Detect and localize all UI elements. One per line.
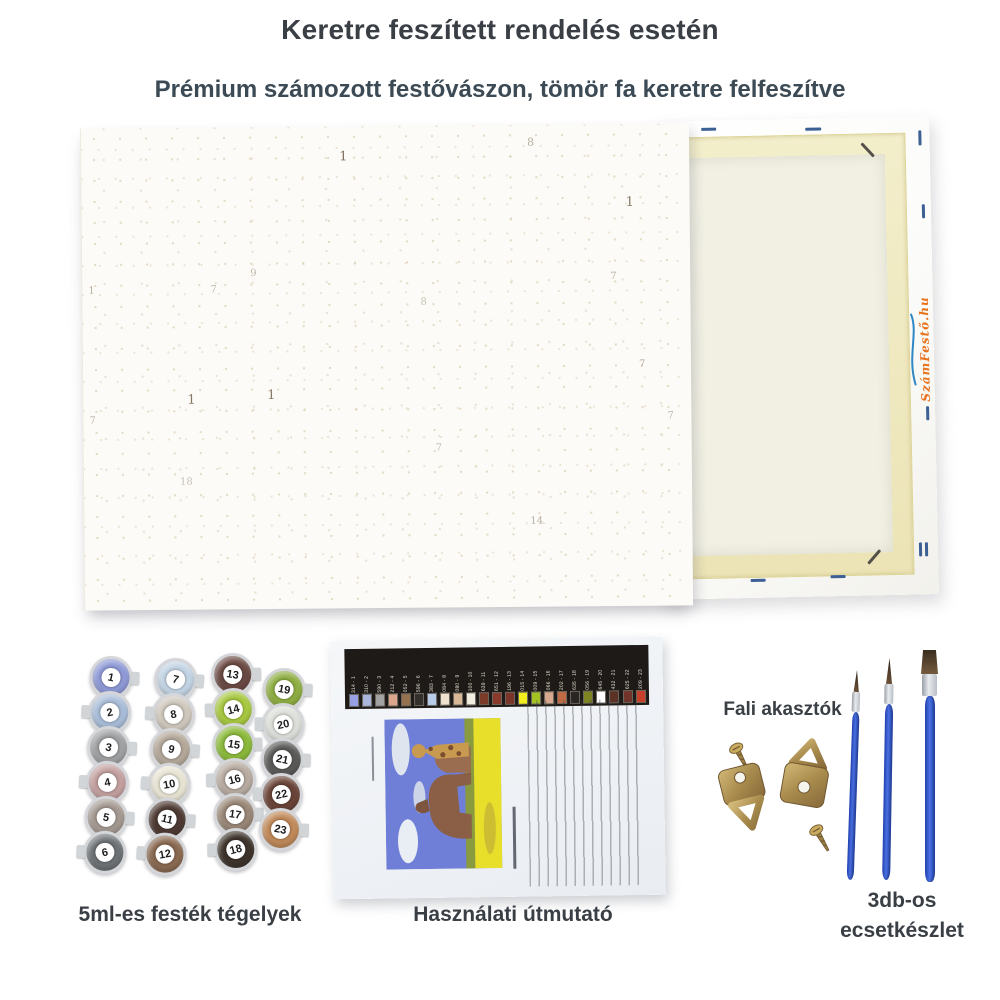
paint-pot-number: 18 [224, 838, 247, 861]
color-chart-cell [385, 650, 399, 706]
brush-handle [925, 696, 935, 882]
paint-pot-number: 20 [272, 713, 295, 736]
color-chip [414, 693, 424, 706]
color-chart-cell [412, 650, 426, 706]
color-code: 635 - 18 [571, 669, 579, 690]
brush-handle [846, 712, 859, 880]
canvas-back-recess [663, 154, 893, 557]
color-chart-cell [620, 647, 634, 703]
canvas-number: 1 [339, 149, 348, 165]
brush-bristle [885, 658, 893, 684]
canvas-number: 1 [187, 392, 196, 408]
paint-pot-number: 7 [164, 668, 187, 691]
brush-ferrule [884, 684, 893, 704]
paint-pot-number: 11 [156, 808, 179, 831]
paint-pot-number: 9 [160, 738, 183, 761]
paint-pot-number: 14 [222, 698, 245, 721]
brush-ferrule [922, 674, 937, 696]
manual-label: Használati útmutató [413, 903, 613, 926]
color-chip [375, 694, 385, 707]
color-code: 066 - 16 [545, 670, 553, 691]
canvas-front-image [80, 123, 693, 610]
sheet-text-lines [527, 699, 642, 887]
color-chip [427, 693, 437, 706]
color-code: 196 - 13 [506, 670, 514, 691]
brush-handle [882, 704, 893, 880]
page-subtitle: Prémium számozott festővászon, tömör fa keretre felfeszítve [154, 76, 846, 103]
color-chart-cell [607, 647, 621, 703]
paint-pot-strip [142, 665, 198, 877]
color-chart-cell [346, 651, 360, 707]
paint-brush [921, 650, 938, 882]
color-chip [348, 694, 358, 707]
paint-pot-number: 19 [273, 678, 295, 700]
paint-pot-number: 13 [222, 664, 244, 686]
paint-pot-strip [258, 675, 306, 851]
color-chart-cell [359, 651, 373, 707]
paint-pot-strip [211, 661, 258, 872]
paint-pot-number: 15 [223, 734, 245, 756]
color-code: 432 - 21 [611, 669, 618, 690]
paint-pot-number: 4 [96, 771, 119, 794]
color-chip [453, 692, 463, 705]
color-chart-cell [516, 649, 530, 705]
paints-label: 5ml-es festék tégelyek [78, 903, 302, 926]
color-code: 651 - 12 [493, 671, 500, 692]
color-code: 625 - 22 [624, 669, 631, 690]
wall-hangers-group [700, 696, 865, 886]
canvas-number: 7 [638, 358, 646, 370]
color-chart-cell [555, 648, 569, 704]
page-title: Keretre feszített rendelés esetén [281, 14, 719, 45]
paint-pot-number: 23 [269, 818, 291, 840]
color-chart-cell [581, 648, 595, 704]
color-code: 383 - 7 [428, 674, 435, 692]
paint-pot-number: 21 [271, 748, 293, 770]
paint-pot-number: 6 [94, 841, 117, 864]
color-code: 212 - 4 [389, 675, 396, 693]
color-chip [492, 692, 502, 705]
color-chart-cell [594, 647, 608, 703]
color-chart-cell [529, 648, 543, 704]
color-chart-cell [425, 650, 439, 706]
color-code: 639 - 11 [480, 671, 487, 692]
brand-logo: SzámFestő.hu [916, 296, 933, 402]
color-chip [388, 693, 398, 706]
color-code: 100 - 10 [467, 671, 474, 692]
canvas-number: 7 [610, 270, 617, 283]
color-code: 080 - 9 [454, 674, 461, 692]
paint-pot-number: 5 [95, 806, 118, 829]
color-chart-cell [503, 649, 517, 705]
paint-pot-number: 3 [97, 736, 120, 759]
color-chart-cell [568, 648, 582, 704]
paint-pot [258, 807, 302, 851]
paint-pot [214, 828, 258, 872]
color-code: 314 - 1 [350, 676, 357, 694]
color-chart-cell [542, 648, 556, 704]
paint-pot-number: 17 [224, 804, 246, 826]
paint-brush [846, 670, 861, 880]
color-code: 590 - 3 [376, 675, 383, 693]
color-code: 596 - 6 [415, 675, 422, 693]
d-ring-hangers-image [703, 728, 863, 856]
color-code: 209 - 23 [637, 669, 644, 690]
color-code: 084 - 8 [441, 674, 448, 692]
brush-bristle [853, 670, 861, 692]
canvas-number: 18 [179, 476, 193, 488]
paint-brush [881, 658, 894, 880]
color-code: 202 - 17 [558, 670, 566, 691]
paint-pot [83, 830, 127, 874]
paint-pot-number: 16 [223, 768, 246, 791]
paint-pot-strip [83, 663, 133, 874]
canvas-number: 14 [530, 515, 544, 527]
canvas-number: 1 [267, 387, 276, 404]
canvas-number: 7 [89, 415, 96, 427]
reference-picture [383, 717, 503, 871]
color-code: 015 - 14 [519, 670, 527, 691]
color-code: 310 - 2 [363, 675, 370, 693]
color-code: 009 - 15 [532, 670, 540, 691]
paint-pot-number: 2 [99, 701, 122, 724]
logo-swoosh-icon [906, 312, 920, 386]
hanger-icon [779, 737, 833, 808]
color-chart-cell [633, 647, 647, 703]
staple [831, 575, 846, 578]
canvas-number: 8 [526, 135, 535, 149]
canvas-number: 7 [435, 442, 443, 454]
color-chart-cell [372, 651, 386, 707]
color-chip [479, 692, 489, 705]
paint-pots-group [75, 658, 325, 898]
color-chip [401, 693, 411, 706]
staple [925, 542, 928, 556]
color-code: 056 - 19 [584, 669, 592, 690]
color-chart-cell [477, 649, 491, 705]
paint-pot-number: 10 [158, 773, 180, 795]
canvas-number: 7 [667, 410, 674, 422]
color-chip [440, 693, 450, 706]
paint-pot-number: 12 [154, 843, 176, 865]
color-code: 645 - 20 [598, 669, 605, 690]
screw-icon [807, 822, 833, 853]
staple [701, 128, 716, 131]
brushes-label: 3db-os ecsetkészlet [840, 889, 964, 943]
color-chart-cell [451, 649, 465, 705]
staple [751, 579, 766, 582]
sheet-heading-line [513, 807, 516, 869]
canvas-number: 8 [420, 296, 427, 308]
canvas-back-image [653, 116, 939, 600]
hanger-icon [717, 761, 773, 831]
staple [918, 130, 921, 145]
brush-set-image [845, 650, 965, 890]
brush-bristle [921, 650, 938, 674]
staple [926, 406, 929, 420]
canvas-number: 9 [250, 268, 257, 280]
paint-pot-number: 8 [162, 703, 184, 725]
color-chip [466, 692, 476, 705]
color-chart-cell [490, 649, 504, 705]
hangers-label: Fali akasztók [723, 699, 842, 720]
paint-pot [142, 831, 188, 877]
color-chart-cell [399, 650, 413, 706]
color-chart-cell [438, 650, 452, 706]
canvas-number: 7 [210, 284, 217, 296]
color-chip [362, 694, 372, 707]
color-code: 052 - 5 [402, 675, 409, 693]
sheet-caption-line [372, 737, 375, 781]
canvas-number: 1 [88, 285, 95, 297]
paint-pot-number: 22 [270, 783, 293, 806]
color-chart-cell [464, 649, 478, 705]
staple [805, 127, 821, 130]
instruction-sheet-image [330, 637, 666, 900]
paint-pot-number: 1 [100, 666, 123, 689]
brush-ferrule [852, 692, 861, 712]
staple [922, 204, 925, 218]
color-chip [505, 692, 515, 705]
staple [919, 542, 922, 556]
canvas-number: 1 [625, 194, 634, 210]
